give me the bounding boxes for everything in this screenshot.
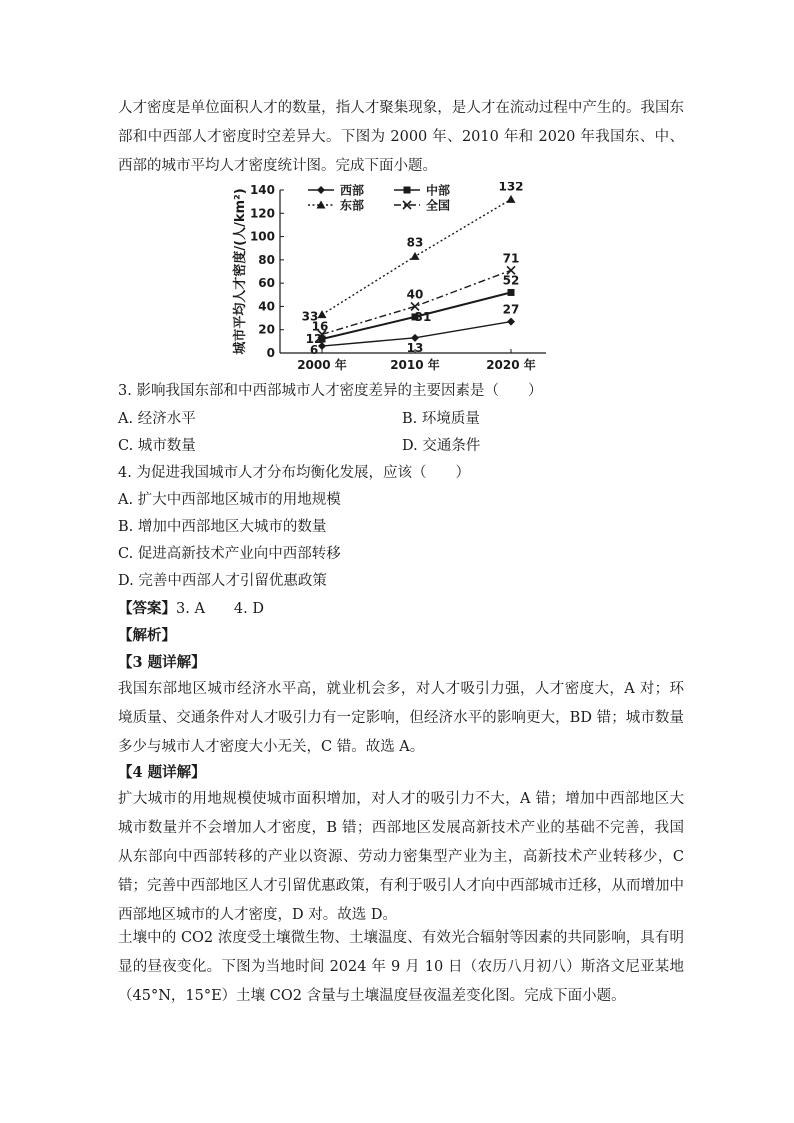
- data-label: 33: [301, 309, 319, 324]
- legend-label: 中部: [426, 183, 451, 198]
- legend-label: 东部: [340, 198, 365, 213]
- data-label: 6: [309, 343, 319, 358]
- data-label: 13: [406, 340, 424, 355]
- q3-option-d: D. 交通条件: [402, 438, 481, 454]
- y-axis-label: 城市平均人才密度/(人/km²): [233, 188, 248, 355]
- q4-option-b: B. 增加中西部地区大城市的数量: [118, 519, 327, 535]
- answer-line: [118, 599, 264, 619]
- data-label: 31: [414, 309, 432, 324]
- data-point-1-2: [508, 289, 515, 296]
- data-point-2-0: [318, 310, 327, 318]
- x-tick-label: 2020 年: [486, 358, 536, 372]
- answer-label: 【答案】: [118, 600, 176, 617]
- next-intro-paragraph: 土壤中的 CO2 浓度受土壤微生物、土壤温度、有效光合辐射等因素的共同影响，具有明显的昼夜变化。下图为当地时间 2024 年 9 月 10 日（农历八月初八）斯洛文尼亚某地（45°N，15°E）土壤 CO2 含量与土壤温度昼夜温差变化图。完成下面小题。: [118, 930, 684, 1004]
- y-tick-label: 120: [249, 206, 275, 221]
- intro-paragraph: 人才密度是单位面积人才的数量，指人才聚集现象，是人才在流动过程中产生的。我国东部和中西部人才密度时空差异大。下图为 2000 年、2010 年和 2020 年我国东、中、西部的城市平均人才密度统计图。完成下面小题。: [118, 100, 684, 174]
- detail4-label: 【4 题详解】: [118, 764, 206, 781]
- data-label: 27: [502, 302, 520, 317]
- answer-text: 3. A 4. D: [176, 601, 264, 617]
- y-tick-label: 20: [258, 322, 275, 337]
- q4-stem: 4. 为促进我国城市人才分布均衡化发展，应该（ ）: [118, 465, 470, 481]
- data-label: 132: [498, 182, 524, 194]
- legend-marker-1: [404, 187, 411, 194]
- detail4-text: 扩大城市的用地规模使城市面积增加，对人才的吸引力不大，A 错；增加中西部地区大城市数量并不会增加人才密度，B 错；西部地区发展高新技术产业的基础不完善，我国从东部向中西部转移的产业以资源、劳动力密集型产业为主，高新技术产业转移少，C 错；完善中西部地区人才引留优惠政策，有利于吸引人才向中西部城市迁移，从而增加中西部地区城市的人才密度，D 对。故选 D。: [118, 791, 684, 923]
- legend-label: 全国: [426, 198, 451, 213]
- data-label: 12: [305, 332, 323, 347]
- y-tick-label: 60: [258, 276, 275, 291]
- data-point-2-2: [507, 195, 516, 203]
- detail3-text: 我国东部地区城市经济水平高，就业机会多，对人才吸引力强，人才密度大，A 对；环境质量、交通条件对人才吸引力有一定影响，但经济水平的影响更大，BD 错；城市数量多少与城市人才密度大小无关，C 错。故选 A。: [118, 681, 684, 755]
- data-point-2-1: [411, 252, 420, 260]
- data-label: 71: [502, 251, 520, 266]
- chart-svg: [228, 182, 558, 377]
- data-label: 16: [311, 319, 329, 334]
- data-label: 83: [406, 235, 424, 250]
- y-tick-label: 140: [249, 183, 275, 197]
- q3-option-c: C. 城市数量: [118, 438, 196, 454]
- q4-option-d: D. 完善中西部人才引留优惠政策: [118, 573, 327, 589]
- y-tick-label: 80: [258, 252, 275, 267]
- data-label: 40: [406, 287, 424, 302]
- y-tick-label: 0: [266, 346, 275, 360]
- q3-option-a: A. 经济水平: [118, 411, 196, 427]
- x-tick-label: 2000 年: [297, 358, 347, 372]
- legend-label: 西部: [340, 183, 365, 198]
- q3-stem: 3. 影响我国东部和中西部城市人才密度差异的主要因素是（ ）: [118, 383, 543, 399]
- data-label: 52: [502, 273, 520, 288]
- x-tick-label: 2010 年: [390, 358, 440, 372]
- q3-option-b: B. 环境质量: [402, 411, 480, 427]
- talent-density-chart: [228, 182, 558, 377]
- y-tick-label: 100: [249, 229, 275, 244]
- series-line-3: [322, 270, 511, 334]
- data-point-0-2: [507, 318, 515, 326]
- detail3-label: 【3 题详解】: [118, 654, 206, 671]
- q4-option-c: C. 促进高新技术产业向中西部转移: [118, 546, 341, 562]
- q4-option-a: A. 扩大中西部地区城市的用地规模: [118, 492, 341, 508]
- y-tick-label: 40: [258, 299, 275, 314]
- legend-marker-0: [317, 186, 325, 194]
- analysis-label: 【解析】: [118, 627, 176, 644]
